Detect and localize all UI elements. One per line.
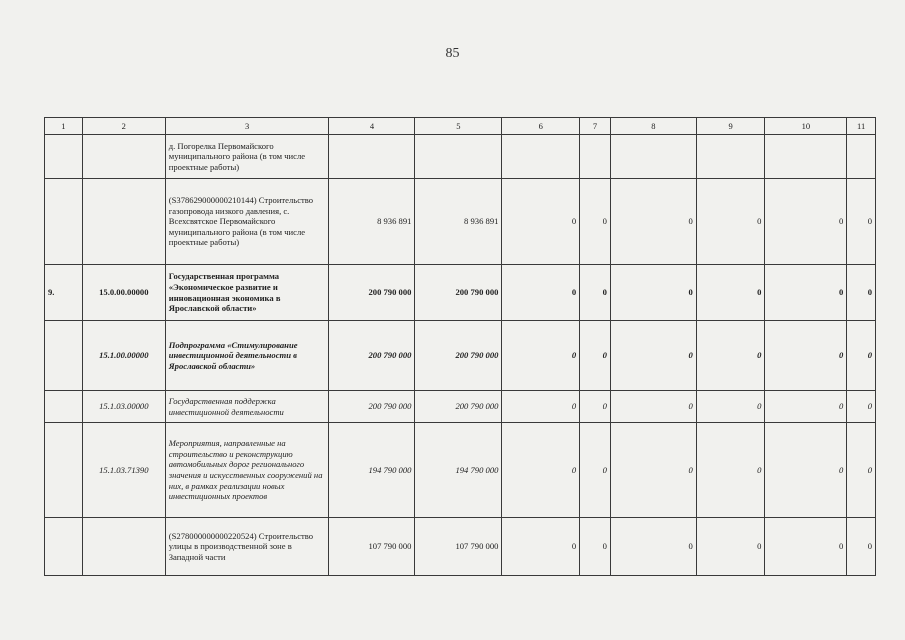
value-cell-col-7: 0: [580, 321, 611, 391]
budget-code-cell: 15.0.00.00000: [82, 265, 165, 321]
budget-code-cell: 15.1.00.00000: [82, 321, 165, 391]
value-cell-col-9: 0: [696, 423, 765, 518]
description-cell: (S378629000000210144) Строительство газопровода низкого давления, с. Всехсвятское Первомайского муниципального района (в том числе проектные работы): [165, 179, 329, 265]
value-cell-col-5: 200 790 000: [415, 265, 502, 321]
row-index-cell: [45, 518, 83, 576]
value-cell-col-5: 194 790 000: [415, 423, 502, 518]
header-row: [45, 118, 876, 135]
description-cell: Мероприятия, направленные на строительство и реконструкцию автомобильных дорог регионального значения и искусственных сооружений на них, в рамках реализации новых инвестиционных проектов: [165, 423, 329, 518]
value-cell-col-6: 0: [502, 423, 580, 518]
value-cell-col-5: 200 790 000: [415, 391, 502, 423]
budget-code-cell: 15.1.03.71390: [82, 423, 165, 518]
table-row: [45, 423, 876, 518]
column-header-3: 3: [165, 118, 329, 135]
value-cell-col-5: [415, 135, 502, 179]
row-index-cell: [45, 391, 83, 423]
value-cell-col-7: 0: [580, 391, 611, 423]
description-cell: Государственная поддержка инвестиционной деятельности: [165, 391, 329, 423]
value-cell-col-5: 107 790 000: [415, 518, 502, 576]
value-cell-col-4: 107 790 000: [329, 518, 415, 576]
column-header-1: 1: [45, 118, 83, 135]
table-row: [45, 179, 876, 265]
row-index-cell: [45, 423, 83, 518]
column-header-4: 4: [329, 118, 415, 135]
value-cell-col-5: 200 790 000: [415, 321, 502, 391]
value-cell-col-8: 0: [610, 265, 696, 321]
value-cell-col-7: 0: [580, 265, 611, 321]
budget-code-cell: 15.1.03.00000: [82, 391, 165, 423]
value-cell-col-11: 0: [847, 391, 876, 423]
value-cell-col-10: 0: [765, 321, 847, 391]
value-cell-col-11: [847, 135, 876, 179]
row-index-cell: [45, 135, 83, 179]
value-cell-col-4: [329, 135, 415, 179]
value-cell-col-11: 0: [847, 518, 876, 576]
table-row: [45, 518, 876, 576]
value-cell-col-8: 0: [610, 179, 696, 265]
column-header-5: 5: [415, 118, 502, 135]
table-body: [45, 118, 876, 576]
column-header-9: 9: [696, 118, 765, 135]
column-header-11: 11: [847, 118, 876, 135]
value-cell-col-4: 200 790 000: [329, 265, 415, 321]
value-cell-col-4: 8 936 891: [329, 179, 415, 265]
value-cell-col-11: 0: [847, 265, 876, 321]
row-index-cell: [45, 321, 83, 391]
value-cell-col-7: 0: [580, 179, 611, 265]
value-cell-col-10: 0: [765, 179, 847, 265]
value-cell-col-9: 0: [696, 391, 765, 423]
page-number: 85: [445, 46, 460, 61]
value-cell-col-11: 0: [847, 321, 876, 391]
value-cell-col-9: 0: [696, 265, 765, 321]
description-cell: д. Погорелка Первомайского муниципального района (в том числе проектные работы): [165, 135, 329, 179]
value-cell-col-8: 0: [610, 321, 696, 391]
budget-code-cell: [82, 135, 165, 179]
value-cell-col-7: [580, 135, 611, 179]
value-cell-col-6: [502, 135, 580, 179]
value-cell-col-5: 8 936 891: [415, 179, 502, 265]
table-row: [45, 135, 876, 179]
value-cell-col-9: 0: [696, 321, 765, 391]
column-header-6: 6: [502, 118, 580, 135]
value-cell-col-6: 0: [502, 179, 580, 265]
value-cell-col-11: 0: [847, 423, 876, 518]
value-cell-col-8: 0: [610, 518, 696, 576]
value-cell-col-6: 0: [502, 518, 580, 576]
value-cell-col-6: 0: [502, 265, 580, 321]
value-cell-col-7: 0: [580, 518, 611, 576]
description-cell: Подпрограмма «Стимулирование инвестиционной деятельности в Ярославской области»: [165, 321, 329, 391]
table-row: [45, 321, 876, 391]
value-cell-col-8: 0: [610, 391, 696, 423]
column-header-7: 7: [580, 118, 611, 135]
budget-code-cell: [82, 179, 165, 265]
value-cell-col-11: 0: [847, 179, 876, 265]
value-cell-col-10: 0: [765, 391, 847, 423]
value-cell-col-9: 0: [696, 179, 765, 265]
value-cell-col-9: 0: [696, 518, 765, 576]
value-cell-col-10: 0: [765, 265, 847, 321]
value-cell-col-10: [765, 135, 847, 179]
column-header-8: 8: [610, 118, 696, 135]
value-cell-col-8: [610, 135, 696, 179]
value-cell-col-10: 0: [765, 518, 847, 576]
value-cell-col-6: 0: [502, 391, 580, 423]
table-row: [45, 265, 876, 321]
budget-table: [44, 117, 876, 576]
value-cell-col-4: 200 790 000: [329, 321, 415, 391]
value-cell-col-9: [696, 135, 765, 179]
budget-code-cell: [82, 518, 165, 576]
value-cell-col-6: 0: [502, 321, 580, 391]
value-cell-col-10: 0: [765, 423, 847, 518]
table-row: [45, 391, 876, 423]
column-header-10: 10: [765, 118, 847, 135]
value-cell-col-8: 0: [610, 423, 696, 518]
description-cell: Государственная программа «Экономическое развитие и инновационная экономика в Ярославской области»: [165, 265, 329, 321]
row-index-cell: 9.: [45, 265, 83, 321]
description-cell: (S278000000000220524) Строительство улицы в производственной зоне в Западной части: [165, 518, 329, 576]
value-cell-col-7: 0: [580, 423, 611, 518]
value-cell-col-4: 200 790 000: [329, 391, 415, 423]
column-header-2: 2: [82, 118, 165, 135]
row-index-cell: [45, 179, 83, 265]
value-cell-col-4: 194 790 000: [329, 423, 415, 518]
